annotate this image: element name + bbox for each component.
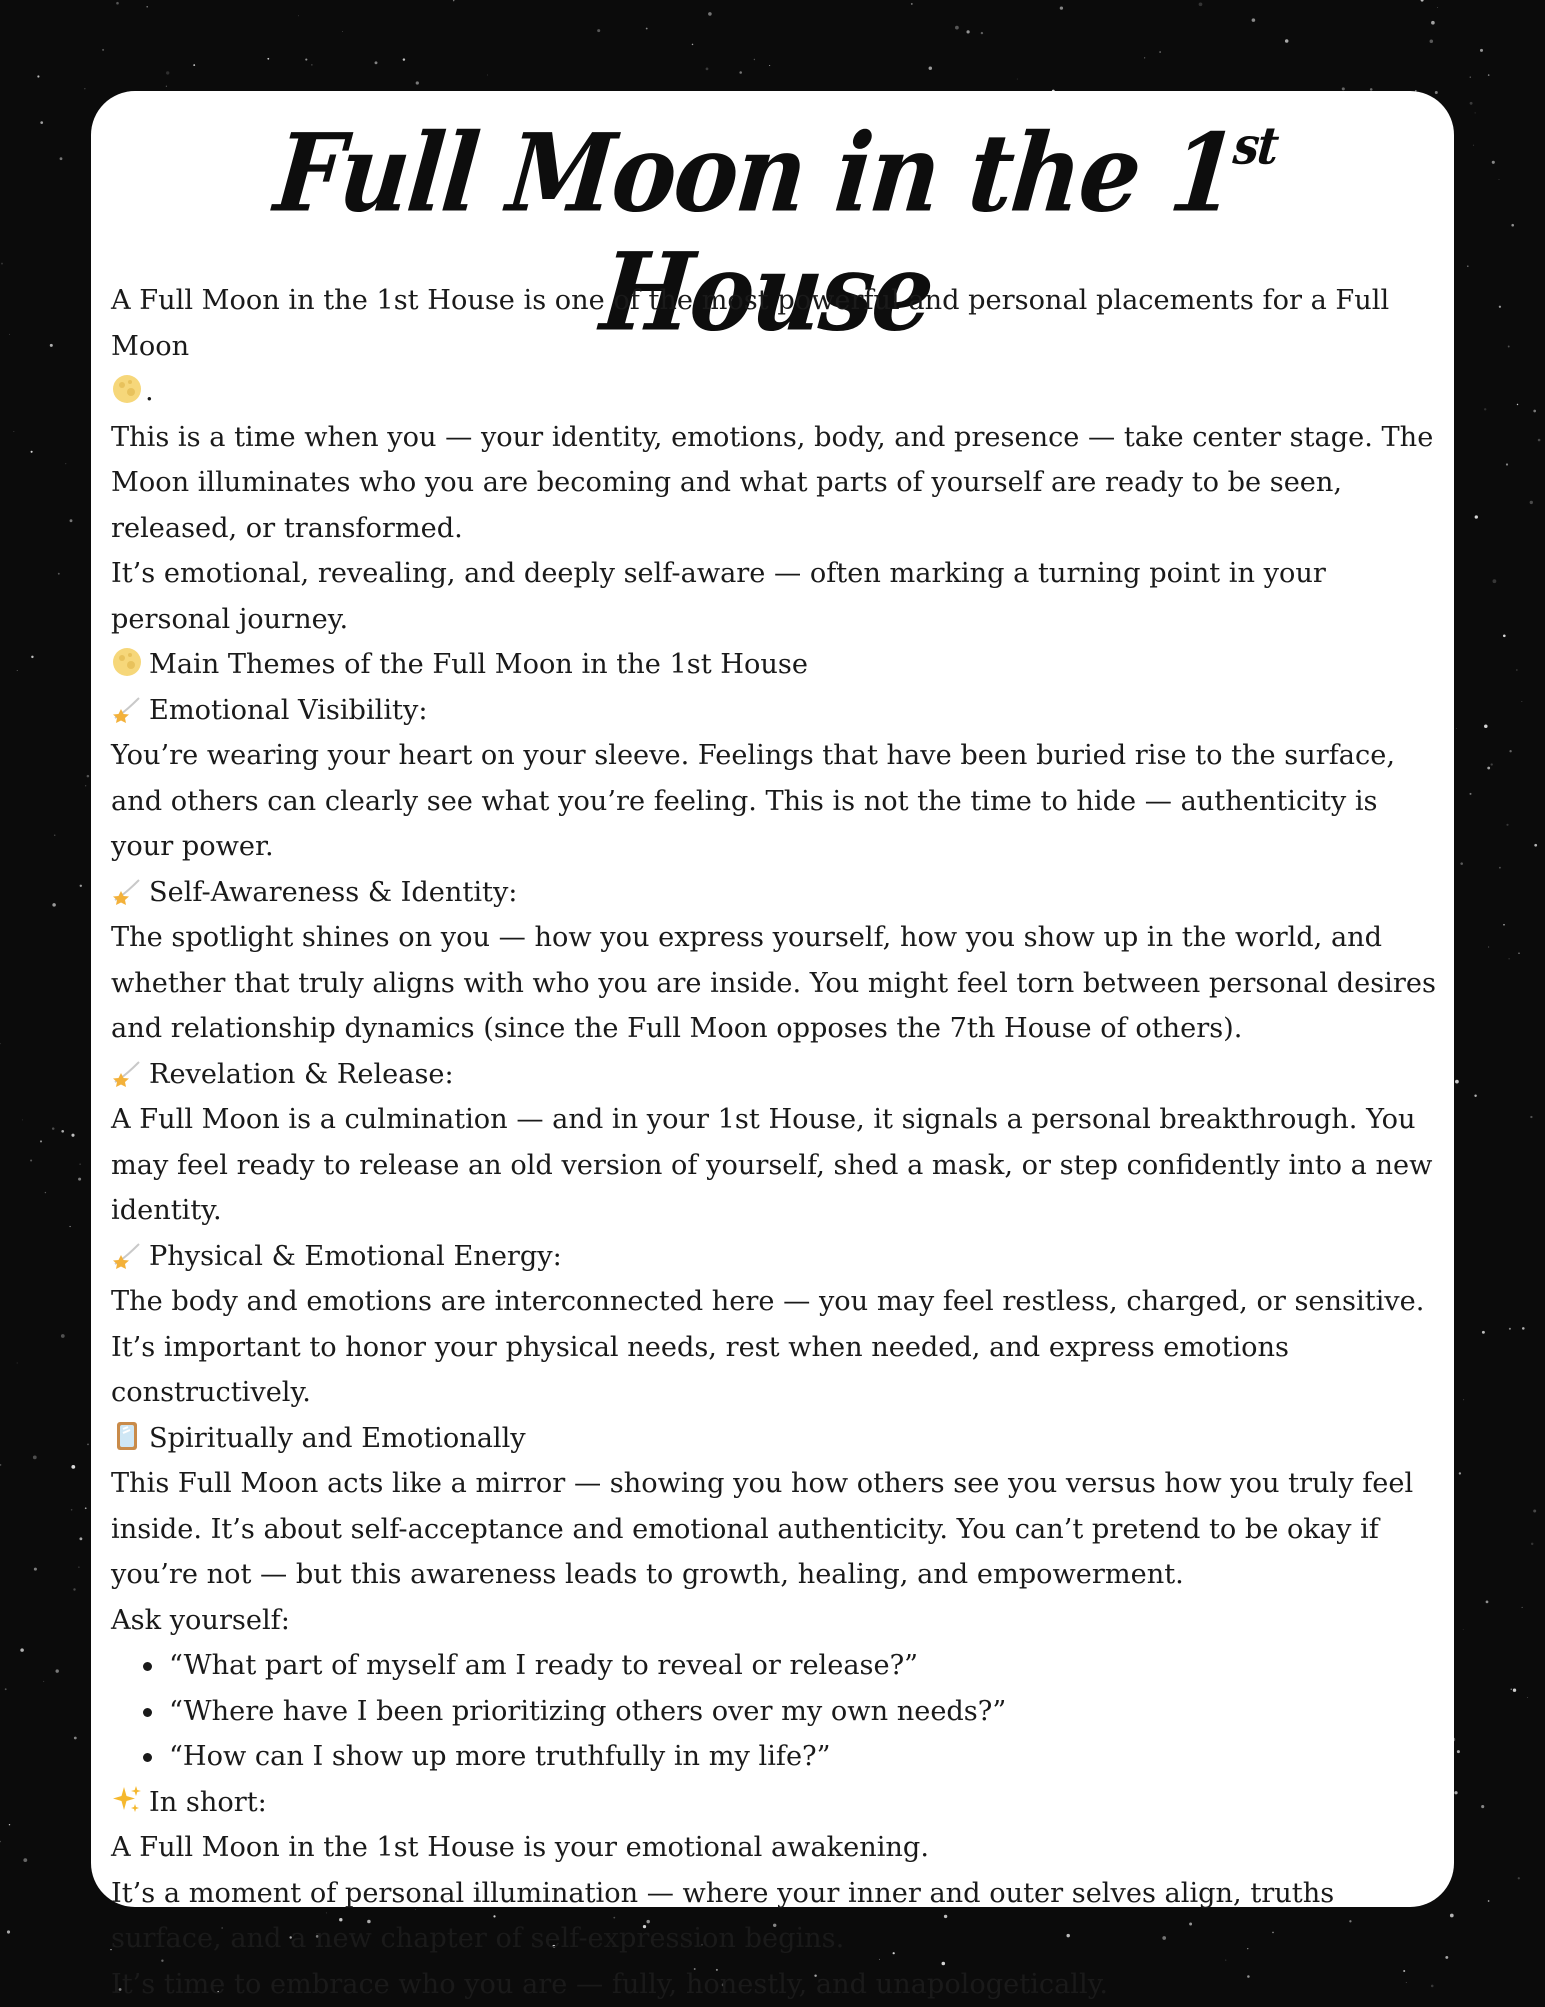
article-body — [111, 278, 1441, 2007]
summary-line: A Full Moon in the 1st House is your emotional awakening. — [111, 1825, 1441, 1871]
main-themes-heading — [111, 642, 1441, 688]
theme-heading — [111, 1052, 1441, 1098]
sparkles-icon — [111, 1784, 143, 1816]
title-ordinal: st — [1231, 115, 1280, 175]
theme-body: The body and emotions are interconnected here — you may feel restless, charged, or sensitive. It’s important to honor your physical needs, rest when needed, and express emotions constructively. — [111, 1279, 1441, 1416]
summary-line: It’s a moment of personal illumination — where your inner and outer selves align, truths surface, and a new chapter of self-expression begins. — [111, 1871, 1441, 1962]
ask-yourself-label: Ask yourself: — [111, 1598, 1441, 1644]
theme-heading — [111, 688, 1441, 734]
intro-period: . — [145, 376, 154, 407]
intro-paragraph-2: This is a time when you — your identity, emotions, body, and presence — take center stage. The Moon illuminates who you are becoming and what parts of yourself are ready to be seen, released, or transformed. — [111, 415, 1441, 552]
summary-line: It’s time to embrace who you are — fully, honestly, and unapologetically. — [111, 1962, 1441, 2007]
theme-body: You’re wearing your heart on your sleeve. Feelings that have been buried rise to the surface, and others can clearly see what you’re feeling. This is not the time to hide — authenticity is your power. — [111, 733, 1441, 870]
shooting-star-icon — [111, 1238, 143, 1270]
spiritual-heading-text: Spiritually and Emotionally — [149, 1423, 526, 1454]
theme-heading-text: Emotional Visibility: — [149, 695, 427, 726]
title-prefix: Full Moon in the 1 — [270, 110, 1241, 237]
content-card — [91, 91, 1454, 1907]
theme-heading — [111, 1234, 1441, 1280]
summary-heading-text: In short: — [149, 1787, 267, 1818]
list-item: “How can I show up more truthfully in my life?” — [169, 1734, 1441, 1780]
mirror-icon — [111, 1420, 143, 1452]
shooting-star-icon — [111, 874, 143, 906]
theme-heading-text: Physical & Emotional Energy: — [149, 1241, 562, 1272]
intro-paragraph — [111, 278, 1441, 415]
theme-body: A Full Moon is a culmination — and in your 1st House, it signals a personal breakthrough. You may feel ready to release an old version of yourself, shed a mask, or step confidently into a new identity. — [111, 1097, 1441, 1234]
question-list — [111, 1643, 1441, 1780]
shooting-star-icon — [111, 692, 143, 724]
title-suffix: House — [596, 228, 938, 355]
theme-heading-text: Self-Awareness & Identity: — [149, 877, 517, 908]
list-item: “Where have I been prioritizing others over my own needs?” — [169, 1689, 1441, 1735]
theme-heading — [111, 870, 1441, 916]
theme-heading-text: Revelation & Release: — [149, 1059, 454, 1090]
theme-body: The spotlight shines on you — how you express yourself, how you show up in the world, and whether that truly aligns with who you are inside. You might feel torn between personal desires and relationship dynamics (since the Full Moon opposes the 7th House of others). — [111, 915, 1441, 1052]
shooting-star-icon — [111, 1056, 143, 1088]
full-moon-icon — [111, 373, 143, 405]
intro-text: A Full Moon in the 1st House is one of the most powerful and personal placements for a Full Moon — [111, 285, 1389, 362]
spiritual-heading — [111, 1416, 1441, 1462]
spiritual-body: This Full Moon acts like a mirror — showing you how others see you versus how you truly feel inside. It’s about self-acceptance and emotional authenticity. You can’t pretend to be okay if you’re not — but this awareness leads to growth, healing, and empowerment. — [111, 1461, 1441, 1598]
full-moon-icon — [111, 646, 143, 678]
list-item: “What part of myself am I ready to reveal or release?” — [169, 1643, 1441, 1689]
intro-paragraph-3: It’s emotional, revealing, and deeply self-aware — often marking a turning point in your personal journey. — [111, 551, 1441, 642]
main-themes-heading-text: Main Themes of the Full Moon in the 1st House — [149, 649, 808, 680]
summary-heading — [111, 1780, 1441, 1826]
